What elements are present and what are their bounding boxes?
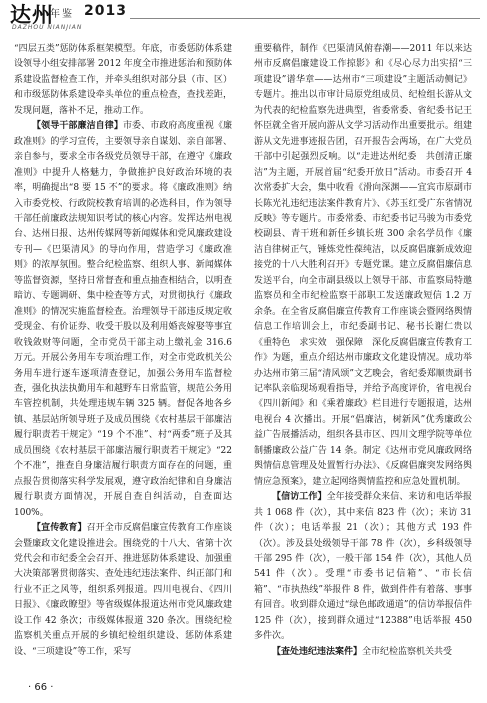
section-petitions [254,490,472,645]
section-case-investigation [254,645,472,660]
paragraph-intro-right: 重要稿件，制作《巴渠清风俯春潮——2011 年以来达州市反腐倡廉建设工作掠影》和《尽心尽力出实招“三项建设”谱华章——达州市“三项建设”主题活动侧记》专题片。推出以市审计局原党组成员、纪检组长游从文为代表的纪检监察先进典型，省委常委、省纪委书记王怀臣就全省开展向游从文学习活动作出重要批示。组建游从文先进事迹报告团，召开报告会两场，在广大党员干部中引起强烈反响。以“走进达州纪委 共创清正廉洁”为主题，开展首届“纪委开放日”活动。市委召开 4 次常委扩大会，集中收看《滑向深渊——宜宾市原副市长陈光礼违纪违法案件教育片》、《苏玉红受广东省情况反映》等专题片。市委常委、市纪委书记马骏为市委党校副县、青干班和新任乡镇长班 300 余名学员作《廉洁自律树正气，锤炼党性葆纯洁，以反腐倡廉新成效迎接党的十八大胜利召开》专题党课。建立反腐倡廉信息发送平台，向全市副县级以上领导干部、市监察局特邀监察员和全市纪检监察干部职工发送廉政短信 1.2 万余条。在全省反腐倡廉宣传教育工作座谈会暨网络舆情信息工作培训会上，市纪委副书记、秘书长谢仁贵以《重特色 求实效 强保障 深化反腐倡廉宣传教育工作》为题，重点介绍达州市廉政文化建设情况。成功举办达州市第三届“清风颂”文艺晚会，省纪委郑顺贵副书记率队亲临现场观看指导，并给予高度评价，省电视台《四川新闻》和《乘着廉政》栏目进行专题报道，达州电视台 4 次播出。开展“倡廉洁，树新风”优秀廉政公益广告展播活动，组织各县市区、四川文理学院等单位制播廉政公益广告 14 条。制定《达州市党风廉政网络舆情信息管理及处置暂行办法》、《反腐倡廉突发网络舆情应急预案》，建立起网络舆情监控和应急处置机制。 [254,44,472,487]
header-rule [130,18,480,19]
section-heading: 【查处违纪违法案件】 [272,646,363,657]
paragraph-intro-left: “四层五类”惩防体系框架模型。年底，市委惩防体系建设领导小组安排部署 2012 年度全市推进惩治和预防体系建设监督检查工作，并牵头组织对部分县（市、区）和市级惩防体系建设牵头单位的重点检查，查找差距，发现问题，落补不足，推动工作。 [14,44,232,116]
yearbook-subtitle: DAZHOU NIANJIAN [12,24,83,31]
section-heading: 【领导干部廉洁自律】 [32,121,123,132]
section-body: 召开全市反腐倡廉宣传教育工作座谈会暨廉政文化建设推进会。围绕党的十八大、省第十次党代会和市纪委全会召开、推进惩防体系建设、加强重大决策部署贯彻落实、查处违纪违法案件、纠正部门和行业不正之风等，组织系列报道。四川电视台、《四川日报》、《廉政瞭望》等省级媒体报道达州市党风廉政建设工作 42 条次；市级媒体报道 320 条次。围绕纪检监察机关重点开展的乡镇纪检组织建设、惩防体系建设、“三项建设”等工作，采写 [14,523,232,657]
section-body: 全市纪检监察机关共受 [362,646,453,657]
section-body: 市委、市政府高度重视《廉政准则》的学习宣传，主要领导亲自谋划、亲自部署、亲自参与，要求全市各级党员领导干部，在遵守《廉政准则》中提升人格魅力，争做推护良好政治环境的表率，明确提出“8 要 15 不”的要求。将《廉政准则》纳入市委党校、行政院校教育培训的必选科目，作为领导干部任前廉政法规知识考试的核心内容。发挥达州电视台、达州日报、达州传媒网等新闻媒体和党风廉政建设专刊—《巴渠清风》的导向作用，营造学习《廉政准则》的浓厚氛围。整合纪检监察、组织人事、新闻媒体等监督资源，坚持日常督查和重点抽查相结合，以明查暗访、专题调研、集中检查等方式，对贯彻执行《廉政准则》的情况实施监督检查。治理领导干部违反规定收受现金、有价证券、收受干股以及利用婚丧嫁娶等事宜收钱敛财等问题，全市党员干部主动上缴礼金 316.6 万元。开展公务用车专项治理工作，对全市党政机关公务用车进行逐车逐项清查登记，加强公务用车监督检查，强化执法执勤用车和越野车日常监管，规范公务用车管控机制，共处理违规车辆 325 辆。督促各地各乡镇、基层站所领导班子及成员围绕《农村基层干部廉洁履行职责若干规定》“19 个不准”、村“两委”班子及其成员围绕《农村基层干部廉洁履行职责若干规定》“22 个不准”，推查自身廉洁履行职责方面存在的问题，重点报告贯彻落实科学发展观，遵守政治纪律和自身廉洁履行职责方面情况，开展自查自纠活动，自查面达 100%。 [14,121,232,518]
right-column [254,42,472,660]
section-leading-cadres [14,119,232,521]
section-heading: 【宣传教育】 [32,523,87,534]
section-publicity [14,521,232,660]
left-column [14,42,232,660]
page-number: · 66 · [28,682,54,693]
yearbook-logo: 达州 [10,3,54,27]
section-heading: 【信访工作】 [272,492,327,503]
page-header [0,0,487,34]
yearbook-label: 年鉴 [50,9,74,20]
yearbook-year: 2013 [84,3,127,19]
section-body: 全年接受群众来信、来访和电话举报共 1 068 件（次），其中来信 823 件（次）；来访 31 件（次）；电话举报 21（次）；其他方式 193 件（次）。涉及县处级领导干部 78 件（次），乡科级领导干部 295 件（次），一般干部 154 件（次），其他人员 541 件（次）。受理“市委书记信箱”、“市长信箱”、“市执热线”举报件 8 件，做到件件有着落、事事有回音。收到群众通过“绿色邮政通道”的信访举报信件 125 件（次），接到群众通过“12388”电话举报 450 多件次。 [254,492,472,642]
